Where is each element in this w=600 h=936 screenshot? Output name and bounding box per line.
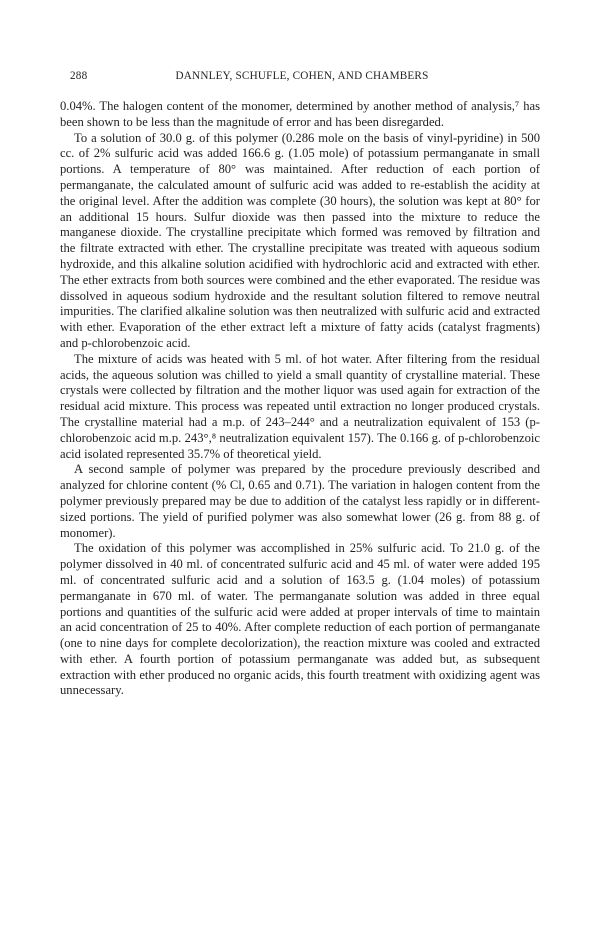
body-text xyxy=(60,99,540,699)
paragraph-second-sample: A second sample of polymer was prepared by the procedure previously described and analyzed for chlorine content (% Cl, 0.65 and 0.71). The variation in halogen content from the polymer previously prepared may be due to addition of the catalyst less rapidly or in different-sized portions. The yield of purified polymer was also somewhat lower (26 g. from 88 g. of monomer). xyxy=(60,462,540,540)
page-header xyxy=(70,70,534,86)
page-number: 288 xyxy=(70,70,88,82)
paragraph-acid-separation: The mixture of acids was heated with 5 ml. of hot water. After filtering from the residual acids, the aqueous solution was chilled to yield a small quantity of crystalline material. These crystals were collected by filtration and the mother liquor was used again for extraction of the residual acid mixture. This process was repeated until extraction no longer produced crystals. The crystalline material had a m.p. of 243–244° and a neutralization equivalent of 153 (p-chlorobenzoic acid m.p. 243°,⁸ neutralization equivalent 157). The 0.166 g. of p-chlorobenzoic acid isolated represented 35.7% of theoretical yield. xyxy=(60,351,540,461)
paragraph-oxidation-first-sample: To a solution of 30.0 g. of this polymer (0.286 mole on the basis of vinyl-pyridine) in 500 cc. of 2% sulfuric acid was added 166.6 g. (1.05 mole) of potassium permanganate in small portions. A temperature of 80° was maintained. After reduction of each portion of permanganate, the calculated amount of sulfuric acid was added to re-establish the acidity at the original level. After the addition was complete (30 hours), the solution was kept at 80° for an additional 15 hours. Sulfur dioxide was then passed into the mixture to reduce the manganese dioxide. The crystalline precipitate which formed was removed by filtration and the filtrate extracted with ether. The crystalline precipitate was treated with aqueous sodium hydroxide, and this alkaline solution acidified with hydrochloric acid and extracted with ether. The ether extracts from both sources were combined and the ether evaporated. The residue was dissolved in aqueous sodium hydroxide and the resultant solution filtered to remove neutral impurities. The clarified alkaline solution was then neutralized with sulfuric acid and extracted with ether. Evaporation of the ether extract left a mixture of fatty acids (catalyst fragments) and p-chlorobenzoic acid. xyxy=(60,130,540,350)
paragraph-second-oxidation: The oxidation of this polymer was accomplished in 25% sulfuric acid. To 21.0 g. of the polymer dissolved in 40 ml. of concentrated sulfuric acid and 45 ml. of water were added 195 ml. of concentrated sulfuric acid and a solution of 163.5 g. (1.04 moles) of potassium permanganate in 670 ml. of water. The permanganate solution was added in three equal portions and quantities of the sulfuric acid were added at proper intervals of time to maintain an acid concentration of 25 to 40%. After complete reduction of each portion of permanganate (one to nine days for complete decolorization), the reaction mixture was cooled and extracted with ether. A fourth portion of potassium permanganate was added but, as subsequent extraction with ether produced no organic acids, this fourth treatment with oxidizing agent was unnecessary. xyxy=(60,541,540,698)
running-head: DANNLEY, SCHUFLE, COHEN, AND CHAMBERS xyxy=(175,70,429,82)
paragraph-continuation: 0.04%. The halogen content of the monomer, determined by another method of analysis,⁷ has been shown to be less than the magnitude of error and has been disregarded. xyxy=(60,99,540,129)
